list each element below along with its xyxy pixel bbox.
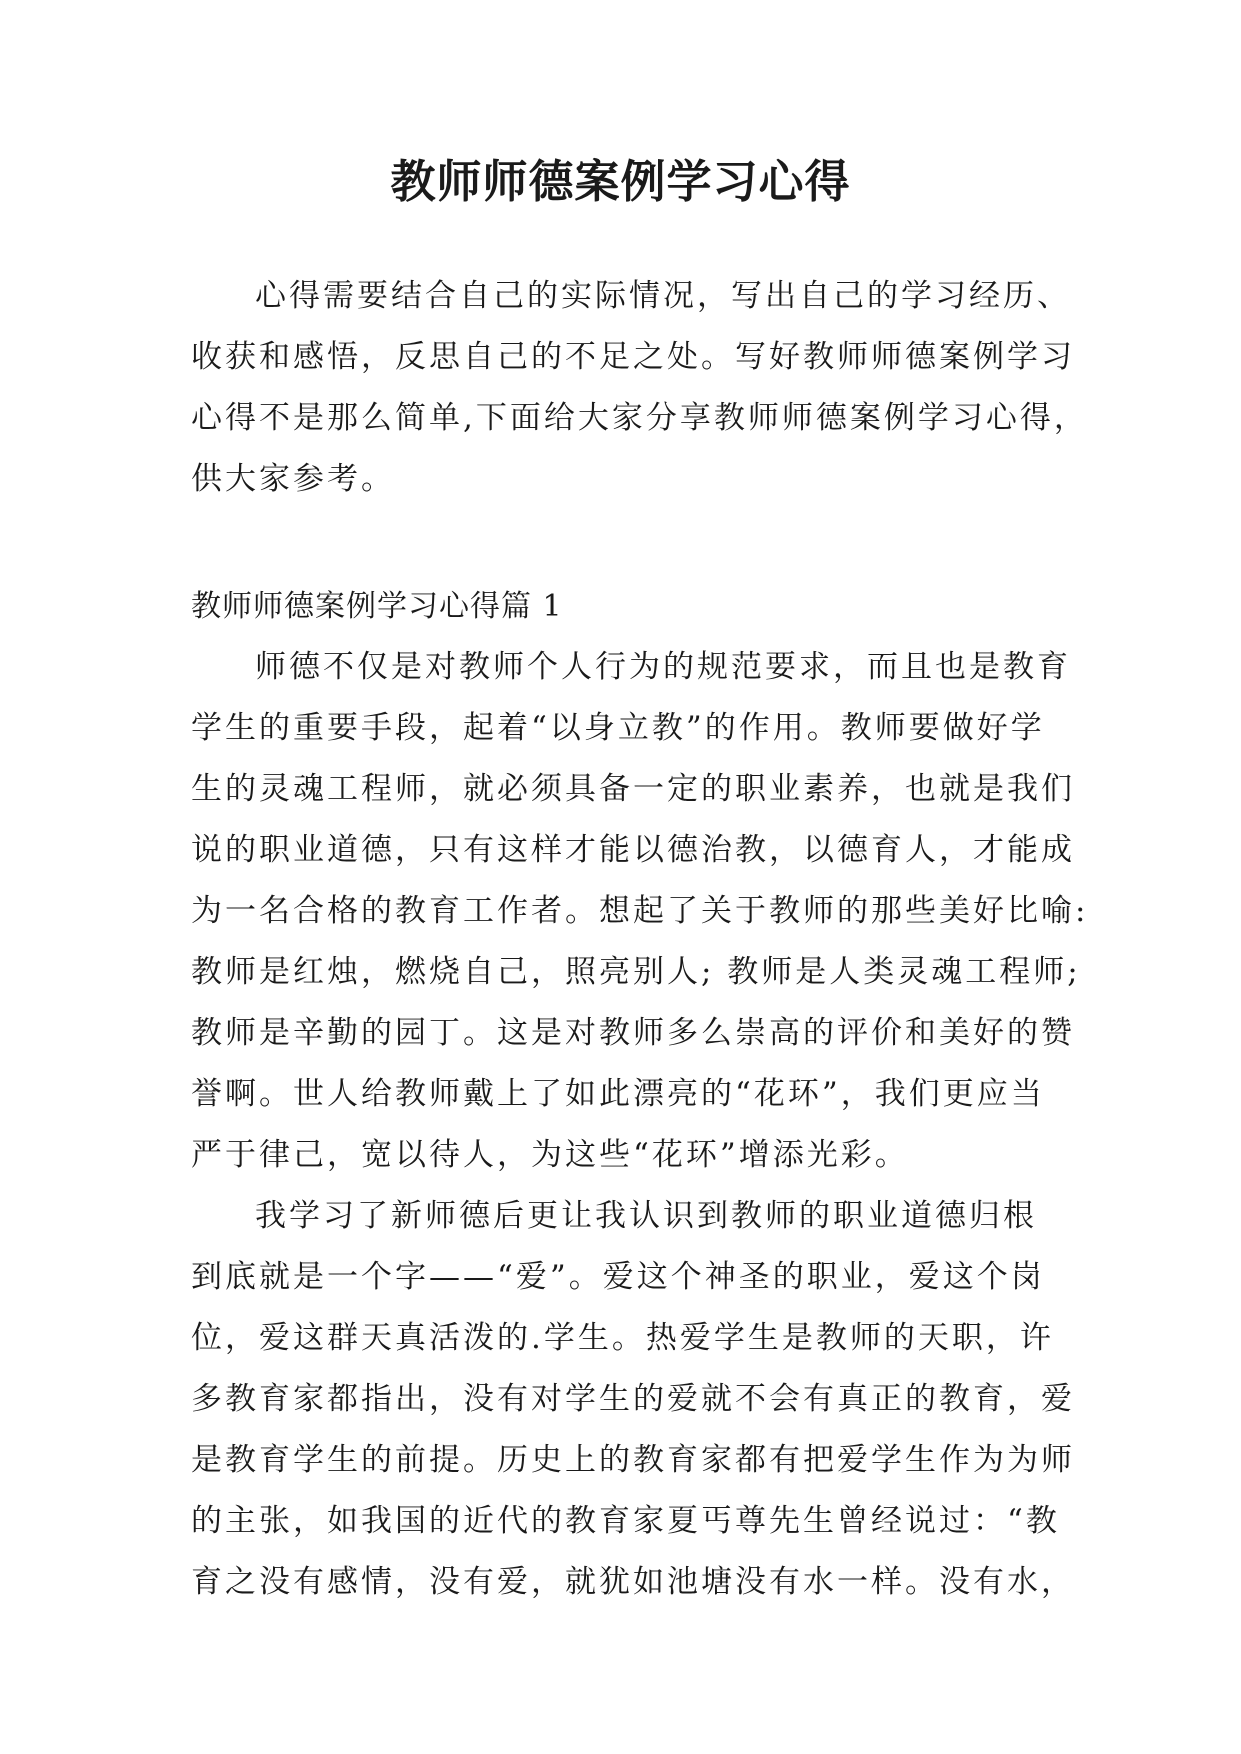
paragraph-line: 严于律己，宽以待人，为这些“花环”增添光彩。 — [191, 1137, 909, 1173]
intro-line: 收获和感悟，反思自己的不足之处。写好教师师德案例学习 — [191, 339, 1075, 375]
paragraph-1 — [191, 637, 1089, 1186]
section-body — [191, 576, 1089, 1613]
paragraph-line: 我学习了新师德后更让我认识到教师的职业道德归根 — [255, 1198, 1037, 1234]
paragraph-line: 教师是红烛，燃烧自己，照亮别人; 教师是人类灵魂工程师; — [191, 954, 1081, 990]
paragraph-line: 到底就是一个字——“爱”。爱这个神圣的职业，爱这个岗 — [191, 1259, 1045, 1295]
paragraph-line: 教师是辛勤的园丁。这是对教师多么崇高的评价和美好的赞 — [191, 1015, 1075, 1051]
paragraph-line: 师德不仅是对教师个人行为的规范要求，而且也是教育 — [255, 649, 1071, 685]
intro-paragraph — [191, 266, 1088, 510]
paragraph-line: 位，爱这群天真活泼的.学生。热爱学生是教师的天职，许 — [191, 1320, 1054, 1356]
paragraph-line: 是教育学生的前提。历史上的教育家都有把爱学生作为为师 — [191, 1442, 1075, 1478]
paragraph-line: 育之没有感情，没有爱，就犹如池塘没有水一样。没有水， — [191, 1564, 1075, 1600]
paragraph-line: 说的职业道德，只有这样才能以德治教，以德育人，才能成 — [191, 832, 1075, 868]
intro-line: 心得不是那么简单,下面给大家分享教师师德案例学习心得， — [191, 400, 1088, 436]
intro-line: 供大家参考。 — [191, 461, 395, 497]
section-heading: 教师师德案例学习心得篇 1 — [191, 589, 563, 624]
paragraph-line: 学生的重要手段，起着“以身立教”的作用。教师要做好学 — [191, 710, 1045, 746]
intro-line: 心得需要结合自己的实际情况，写出自己的学习经历、 — [255, 278, 1071, 314]
paragraph-line: 为一名合格的教育工作者。想起了关于教师的那些美好比喻: — [191, 893, 1089, 929]
paragraph-2 — [191, 1186, 1075, 1613]
paragraph-line: 的主张，如我国的近代的教育家夏丐尊先生曾经说过：“教 — [191, 1503, 1060, 1539]
paragraph-line: 多教育家都指出，没有对学生的爱就不会有真正的教育，爱 — [191, 1381, 1075, 1417]
paragraph-line: 誉啊。世人给教师戴上了如此漂亮的“花环”，我们更应当 — [191, 1076, 1045, 1112]
paragraph-line: 生的灵魂工程师，就必须具备一定的职业素养，也就是我们 — [191, 771, 1075, 807]
document-title: 教师师德案例学习心得 — [390, 155, 851, 208]
